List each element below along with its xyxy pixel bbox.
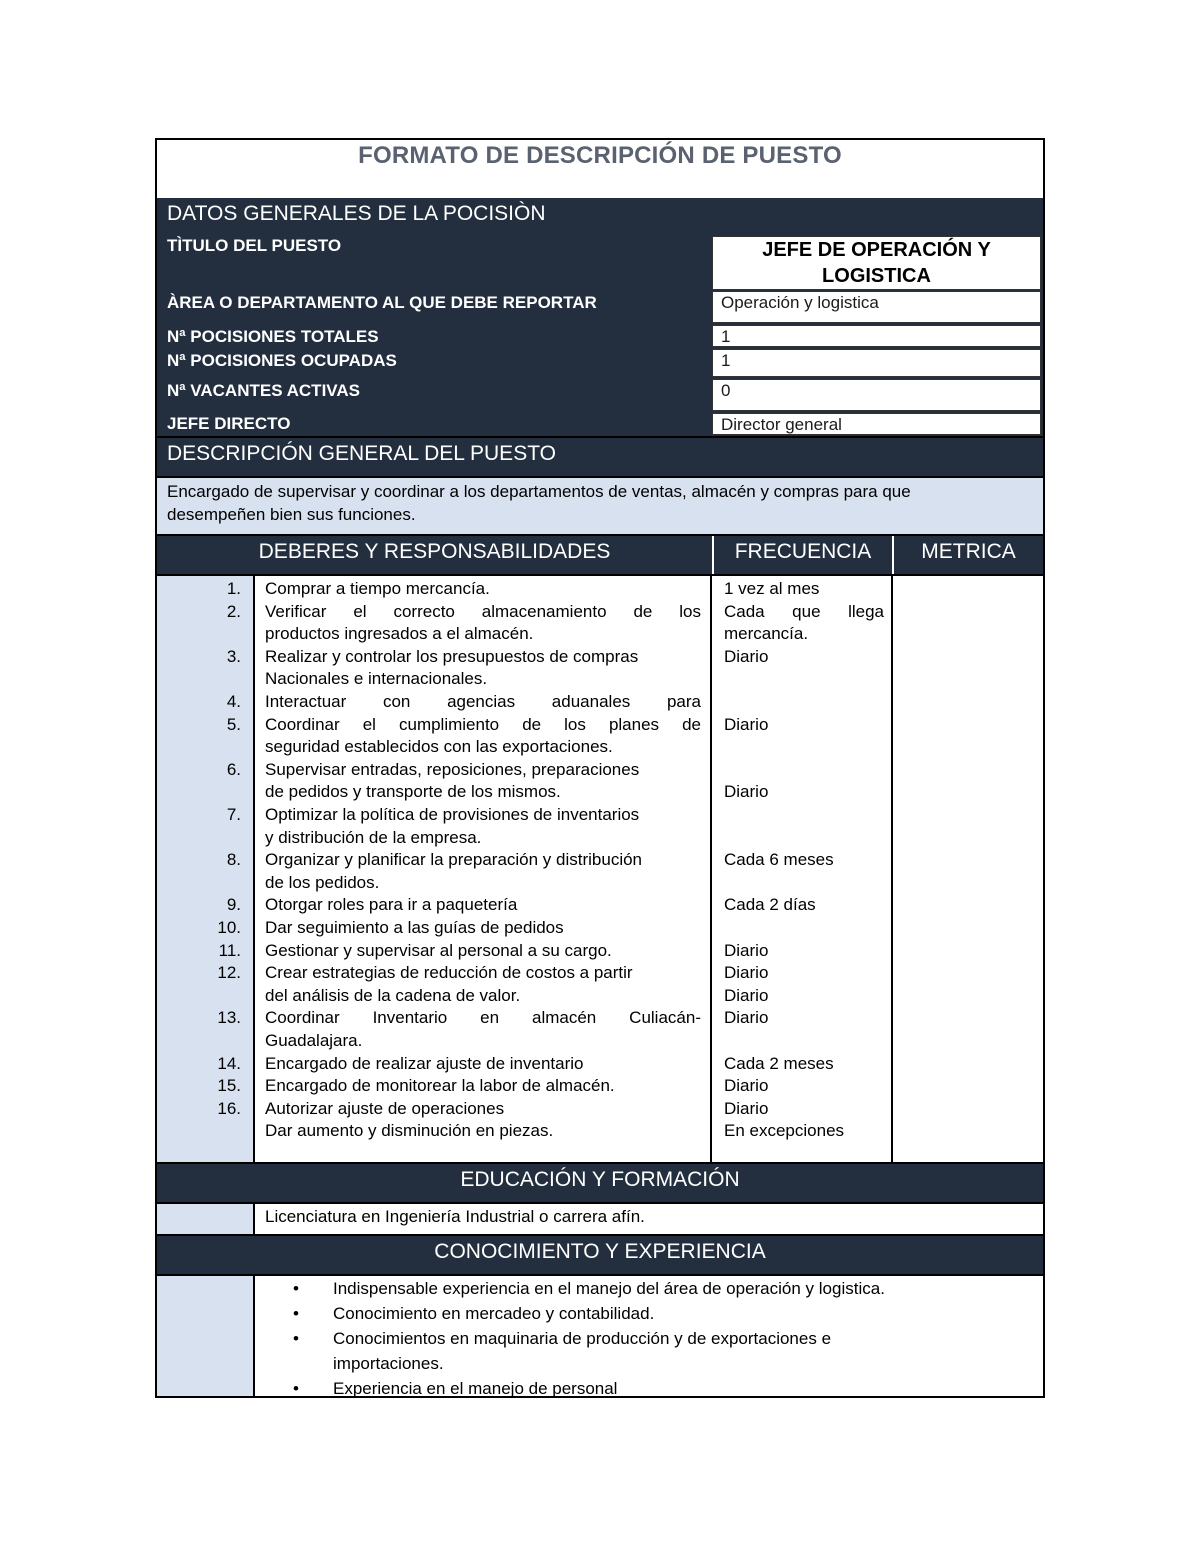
duty-number: 2. [226, 601, 241, 621]
duty-number: 13. [217, 1008, 241, 1028]
duty-row [157, 872, 1043, 895]
duty-row [157, 691, 1043, 714]
duty-text: y distribución de la empresa. [265, 827, 482, 847]
duty-text: Gestionar y supervisar al personal a su cargo. [265, 940, 612, 960]
duty-row [157, 1053, 1043, 1076]
duty-number: 6. [226, 759, 241, 779]
duty-text: Dar seguimiento a las guías de pedidos [265, 918, 564, 937]
duty-frequency: Diario [724, 782, 769, 802]
general-data-header [157, 198, 1043, 234]
duty-text: Nacionales e internacionales. [265, 669, 488, 689]
duty-row [157, 1007, 1043, 1030]
duty-text: Comprar a tiempo mercancía. [265, 579, 490, 598]
duties-column-header: DEBERES Y RESPONSABILIDADES [258, 540, 611, 563]
duty-row [157, 759, 1043, 782]
duty-row [157, 646, 1043, 669]
field-value-occupied-positions: 1 [712, 349, 1041, 377]
duty-text: productos ingresados a el almacén. [265, 624, 534, 644]
duty-row [157, 668, 1043, 691]
education-left-column [157, 1204, 253, 1234]
duty-text: Coordinar Inventario en almacén Culiacán- [265, 1008, 701, 1028]
duty-number: 7. [226, 805, 241, 824]
form-title: FORMATO DE DESCRIPCIÓN DE PUESTO [358, 142, 842, 169]
form-title-row [157, 140, 1043, 198]
experience-item [253, 1326, 1043, 1376]
duty-text: Encargado de monitorear la labor de almacén. [265, 1076, 615, 1096]
education-header [157, 1162, 1043, 1202]
duty-row [157, 736, 1043, 759]
duty-row [157, 1030, 1043, 1053]
description-heading: DESCRIPCIÓN GENERAL DEL PUESTO [167, 442, 556, 465]
duty-frequency: Diario [724, 1008, 769, 1028]
field-label-occupied-positions: Nª POCISIONES OCUPADAS [167, 351, 397, 370]
experience-item-text: Indispensable experiencia en el manejo del área de operación y logistica. [333, 1279, 885, 1298]
duty-frequency: Cada 2 meses [724, 1053, 834, 1073]
duty-frequency: Diario [724, 646, 769, 666]
metric-column-header: METRICA [892, 536, 1043, 574]
duty-row [157, 1120, 1043, 1143]
duty-text: Realizar y controlar los presupuestos de compras [265, 646, 639, 666]
duty-row [157, 804, 1043, 827]
frequency-column-header: FRECUENCIA [712, 536, 892, 574]
duty-frequency: Diario [724, 714, 769, 734]
duty-frequency: Cada 6 meses [724, 850, 834, 870]
duty-row [157, 1075, 1043, 1098]
duty-number: 16. [217, 1098, 241, 1118]
duty-row [157, 623, 1043, 646]
duty-frequency: mercancía. [724, 624, 809, 644]
education-body [157, 1202, 1043, 1234]
duty-row [157, 940, 1043, 963]
duty-text: Autorizar ajuste de operaciones [265, 1098, 505, 1118]
experience-body [157, 1274, 1043, 1396]
experience-item-text: Experiencia en el manejo de personal [333, 1379, 618, 1398]
experience-item-text-cont: importaciones. [333, 1354, 444, 1373]
field-label-active-vacancies: Nª VACANTES ACTIVAS [167, 381, 360, 400]
duty-number: 15. [217, 1076, 241, 1096]
duty-row [157, 849, 1043, 872]
duty-text: Guadalajara. [265, 1031, 363, 1050]
duty-text: Crear estrategias de reducción de costos a partir [265, 963, 633, 983]
bullet-icon: • [293, 1279, 299, 1298]
duty-text: Optimizar la política de provisiones de inventarios [265, 805, 640, 824]
duty-text: Verificar el correcto almacenamiento de los [265, 601, 701, 621]
duty-row [157, 962, 1043, 985]
duty-frequency: Cada que llega [724, 601, 884, 621]
duty-rows [157, 576, 1043, 1162]
bullet-icon: • [293, 1329, 299, 1348]
experience-item-text: Conocimiento en mercadeo y contabilidad. [333, 1304, 655, 1323]
duty-frequency: Diario [724, 940, 769, 960]
field-value-active-vacancies: 0 [712, 379, 1041, 411]
duty-row [157, 894, 1043, 917]
duty-frequency: Diario [724, 1076, 769, 1096]
experience-heading: CONOCIMIENTO Y EXPERIENCIA [434, 1240, 766, 1263]
duty-row [157, 827, 1043, 850]
duty-number: 1. [226, 579, 241, 598]
experience-item-text: Conocimientos en maquinaria de producción y de exportaciones e [333, 1329, 832, 1348]
description-header [157, 436, 1043, 476]
field-value-area: Operación y logistica [712, 291, 1041, 323]
field-label-total-positions: Nª POCISIONES TOTALES [167, 327, 379, 346]
experience-item [253, 1376, 1043, 1401]
duty-text: del análisis de la cadena de valor. [265, 985, 521, 1005]
duty-frequency: Diario [724, 1098, 769, 1118]
duty-text: Otorgar roles para ir a paquetería [265, 895, 518, 915]
duty-number: 10. [217, 918, 241, 937]
duty-number: 9. [226, 895, 241, 915]
duty-row [157, 601, 1043, 624]
duty-text: Interactuar con agencias aduanales para [265, 692, 701, 711]
duties-header [157, 534, 1043, 574]
field-value-total-positions: 1 [712, 325, 1041, 347]
education-text: Licenciatura en Ingeniería Industrial o carrera afín. [265, 1207, 645, 1226]
duty-row [157, 985, 1043, 1008]
field-label-area: ÀREA O DEPARTAMENTO AL QUE DEBE REPORTAR [167, 293, 597, 312]
duty-number: 12. [217, 963, 241, 983]
bullet-icon: • [293, 1304, 299, 1323]
duty-number: 11. [218, 940, 241, 960]
duty-row [157, 714, 1043, 737]
field-value-job-title: JEFE DE OPERACIÓN Y LOGISTICA [712, 236, 1041, 290]
field-value-direct-boss: Director general [712, 413, 1041, 435]
duty-row [157, 578, 1043, 601]
duty-text: seguridad establecidos con las exportaciones. [265, 737, 613, 757]
experience-item [253, 1301, 1043, 1326]
general-data-heading: DATOS GENERALES DE LA POCISIÒN [167, 202, 546, 225]
duty-number: 4. [226, 692, 241, 711]
duty-text: de pedidos y transporte de los mismos. [265, 782, 561, 802]
duty-row [157, 917, 1043, 940]
bullet-icon: • [293, 1379, 299, 1398]
duty-number: 5. [226, 714, 241, 734]
education-heading: EDUCACIÓN Y FORMACIÓN [460, 1168, 740, 1191]
duty-frequency: Diario [724, 985, 769, 1005]
duty-frequency: Diario [724, 963, 769, 983]
duty-text: Coordinar el cumplimiento de los planes de [265, 714, 701, 734]
duty-text: Supervisar entradas, reposiciones, preparaciones [265, 759, 640, 779]
description-line-2: desempeñen bien sus funciones. [167, 505, 416, 524]
experience-item [253, 1276, 1043, 1301]
field-label-job-title: TÌTULO DEL PUESTO [167, 236, 342, 255]
duty-row [157, 781, 1043, 804]
general-fields [157, 234, 1043, 436]
description-body [157, 476, 1043, 534]
duty-number: 8. [226, 850, 241, 870]
duties-body [157, 574, 1043, 1162]
duty-text: de los pedidos. [265, 872, 380, 892]
duty-number: 3. [226, 646, 241, 666]
duty-text: Dar aumento y disminución en piezas. [265, 1121, 554, 1141]
duty-frequency: 1 vez al mes [724, 579, 820, 598]
duty-frequency: En excepciones [724, 1121, 845, 1141]
duty-frequency: Cada 2 días [724, 895, 816, 915]
duty-text: Organizar y planificar la preparación y distribución [265, 850, 643, 870]
experience-header [157, 1234, 1043, 1274]
duty-row [157, 1098, 1043, 1121]
duty-text: Encargado de realizar ajuste de inventario [265, 1053, 584, 1073]
duty-number: 14. [217, 1053, 241, 1073]
experience-left-column [157, 1276, 253, 1396]
job-description-form [155, 138, 1045, 1398]
description-line-1: Encargado de supervisar y coordinar a los departamentos de ventas, almacén y compras para que [167, 482, 911, 501]
field-label-direct-boss: JEFE DIRECTO [167, 414, 291, 433]
